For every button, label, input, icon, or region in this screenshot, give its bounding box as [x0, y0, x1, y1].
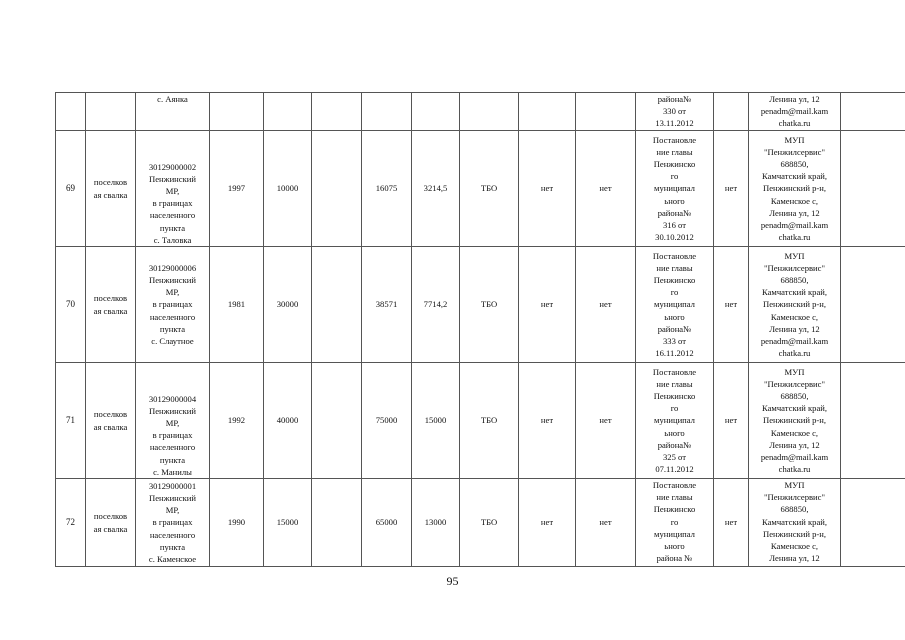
cell-mass: 15000 — [412, 363, 460, 479]
table-row — [56, 363, 905, 479]
cell-mass: 13000 — [412, 479, 460, 567]
cell-col9: нет — [519, 247, 576, 363]
cell-type: поселков ая свалка — [86, 131, 136, 247]
cell-volume: 65000 — [362, 479, 412, 567]
cell-operator: МУП "Пенжилсервис" 688850, Камчатский край, Пенжинский р-н, Каменское с, Ленина ул, 12 — [749, 479, 841, 567]
cell-mass — [412, 93, 460, 131]
cell-volume: 38571 — [362, 247, 412, 363]
cell-col10: нет — [576, 247, 636, 363]
cell-waste: ТБО — [460, 131, 519, 247]
cell-empty — [312, 363, 362, 479]
cell-type: поселков ая свалка — [86, 479, 136, 567]
cell-document: Постановле ние главы Пенжинско го муниципал ьного района№ 333 от 16.11.2012 — [636, 247, 714, 363]
cell-document: района№ 330 от 13.11.2012 — [636, 93, 714, 131]
landfill-registry-table — [55, 92, 905, 567]
cell-area — [264, 93, 312, 131]
cell-waste: ТБО — [460, 479, 519, 567]
cell-col9: нет — [519, 479, 576, 567]
cell-col10: нет — [576, 131, 636, 247]
cell-col10: нет — [576, 363, 636, 479]
cell-col10: нет — [576, 479, 636, 567]
cell-col9: нет — [519, 363, 576, 479]
cell-volume — [362, 93, 412, 131]
cell-location: 30129000002 Пенжинский МР, в границах населенного пункта с. Таловка — [136, 131, 210, 247]
cell-waste: ТБО — [460, 363, 519, 479]
cell-no — [56, 93, 86, 131]
cell-type — [86, 93, 136, 131]
cell-year: 1981 — [210, 247, 264, 363]
cell-no: 69 — [56, 131, 86, 247]
cell-col12 — [714, 93, 749, 131]
cell-area: 40000 — [264, 363, 312, 479]
cell-type: поселков ая свалка — [86, 363, 136, 479]
cell-col9 — [519, 93, 576, 131]
cell-year — [210, 93, 264, 131]
cell-operator: МУП "Пенжилсервис" 688850, Камчатский край, Пенжинский р-н, Каменское с, Ленина ул, 12 penadm@mail.kam chatka.ru — [749, 131, 841, 247]
cell-col12: нет — [714, 363, 749, 479]
cell-type: поселков ая свалка — [86, 247, 136, 363]
cell-volume: 16075 — [362, 131, 412, 247]
cell-no: 72 — [56, 479, 86, 567]
cell-document: Постановле ние главы Пенжинско го муниципал ьного района № — [636, 479, 714, 567]
cell-col12: нет — [714, 479, 749, 567]
cell-waste: ТБО — [460, 247, 519, 363]
cell-no: 70 — [56, 247, 86, 363]
cell-mass: 3214,5 — [412, 131, 460, 247]
cell-col12: нет — [714, 247, 749, 363]
cell-document: Постановле ние главы Пенжинско го муниципал ьного района№ 316 от 30.10.2012 — [636, 131, 714, 247]
cell-operator: МУП "Пенжилсервис" 688850, Камчатский край, Пенжинский р-н, Каменское с, Ленина ул, 12 penadm@mail.kam chatka.ru — [749, 247, 841, 363]
cell-empty — [841, 93, 905, 131]
cell-col9: нет — [519, 131, 576, 247]
cell-document: Постановле ние главы Пенжинско го муниципал ьного района№ 325 от 07.11.2012 — [636, 363, 714, 479]
cell-operator: МУП "Пенжилсервис" 688850, Камчатский край, Пенжинский р-н, Каменское с, Ленина ул, 12 penadm@mail.kam chatka.ru — [749, 363, 841, 479]
cell-year: 1992 — [210, 363, 264, 479]
table-row — [56, 131, 905, 247]
cell-year: 1990 — [210, 479, 264, 567]
cell-area: 30000 — [264, 247, 312, 363]
cell-location: 30129000004 Пенжинский МР, в границах населенного пункта с. Манилы — [136, 363, 210, 479]
cell-waste — [460, 93, 519, 131]
cell-empty — [841, 131, 905, 247]
cell-area: 15000 — [264, 479, 312, 567]
cell-empty — [312, 479, 362, 567]
cell-empty — [312, 93, 362, 131]
cell-area: 10000 — [264, 131, 312, 247]
cell-empty — [841, 247, 905, 363]
table-row-continuation — [56, 93, 905, 131]
cell-empty — [841, 363, 905, 479]
cell-operator: Ленина ул, 12 penadm@mail.kam chatka.ru — [749, 93, 841, 131]
cell-empty — [312, 247, 362, 363]
page-number: 95 — [446, 574, 459, 588]
cell-empty — [841, 479, 905, 567]
cell-location: 30129000001 Пенжинский МР, в границах населенного пункта с. Каменское — [136, 479, 210, 567]
cell-location: 30129000006 Пенжинский МР, в границах населенного пункта с. Слаутное — [136, 247, 210, 363]
cell-mass: 7714,2 — [412, 247, 460, 363]
cell-col10 — [576, 93, 636, 131]
cell-volume: 75000 — [362, 363, 412, 479]
table-row — [56, 247, 905, 363]
cell-year: 1997 — [210, 131, 264, 247]
cell-no: 71 — [56, 363, 86, 479]
cell-col12: нет — [714, 131, 749, 247]
cell-empty — [312, 131, 362, 247]
table-row — [56, 479, 905, 567]
cell-location: с. Аянка — [136, 93, 210, 131]
